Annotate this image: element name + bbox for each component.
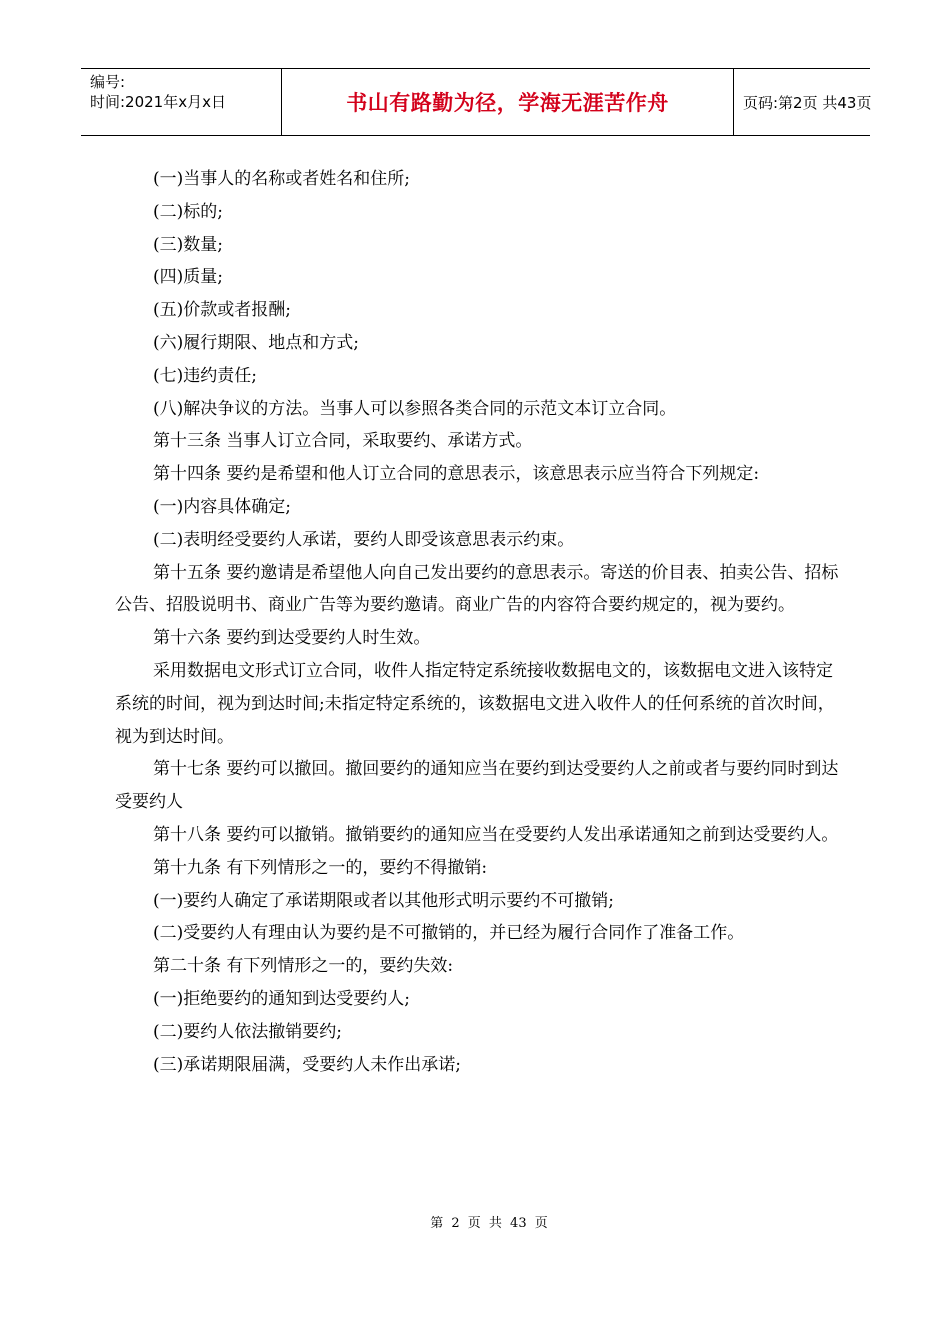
number-label: 编号:	[90, 73, 126, 91]
paragraph: (一)当事人的名称或者姓名和住所;	[153, 169, 410, 189]
paragraph: 第十七条 要约可以撤回。撤回要约的通知应当在要约到达受要约人之前或者与要约同时到达受要约人	[115, 759, 839, 813]
time-label: 时间:2021年x月x日	[90, 93, 226, 111]
paragraph: 第十六条 要约到达受要约人时生效。	[153, 628, 431, 649]
paragraph: (三)数量;	[153, 234, 223, 255]
header-motto: 书山有路勤为径，学海无涯苦作舟	[282, 69, 734, 135]
paragraph: 第二十条 有下列情形之一的，要约失效:	[153, 956, 454, 977]
paragraph: 第十三条 当事人订立合同，采取要约、承诺方式。	[153, 431, 533, 452]
paragraph: (一)拒绝要约的通知到达受要约人;	[153, 988, 410, 1009]
paragraph: (七)违约责任;	[153, 365, 257, 386]
paragraph: (一)内容具体确定;	[153, 496, 291, 517]
paragraph: 第十五条 要约邀请是希望他人向自己发出要约的意思表示。寄送的价目表、拍卖公告、招标公告、招股说明书、商业广告等为要约邀请。商业广告的内容符合要约规定的，视为要约。	[115, 562, 839, 616]
page-header	[81, 68, 870, 136]
page-footer: 第 2 页 共 43 页	[430, 1216, 548, 1231]
paragraph: 采用数据电文形式订立合同，收件人指定特定系统接收数据电文的，该数据电文进入该特定系统的时间，视为到达时间;未指定特定系统的，该数据电文进入收件人的任何系统的首次时间，视为到达时间。	[115, 660, 835, 747]
paragraph: 第十九条 有下列情形之一的，要约不得撤销:	[153, 857, 488, 878]
paragraph: (二)标的;	[153, 201, 223, 222]
paragraph: (一)要约人确定了承诺期限或者以其他形式明示要约不可撤销;	[153, 890, 614, 911]
paragraph: (二)要约人依法撤销要约;	[153, 1021, 342, 1042]
header-meta	[81, 69, 282, 135]
document-body	[115, 163, 840, 1081]
paragraph: (六)履行期限、地点和方式;	[153, 332, 359, 353]
paragraph: (三)承诺期限届满，受要约人未作出承诺;	[153, 1054, 461, 1075]
paragraph: (二)受要约人有理由认为要约是不可撤销的，并已经为履行合同作了准备工作。	[153, 923, 745, 944]
paragraph: (二)表明经受要约人承诺，要约人即受该意思表示约束。	[153, 529, 575, 550]
paragraph: (四)质量;	[153, 267, 223, 288]
paragraph: 第十八条 要约可以撤销。撤销要约的通知应当在受要约人发出承诺通知之前到达受要约人。	[153, 824, 839, 845]
paragraph: (五)价款或者报酬;	[153, 300, 291, 321]
header-page-code: 页码:第2页 共43页	[743, 93, 872, 112]
paragraph: (八)解决争议的方法。当事人可以参照各类合同的示范文本订立合同。	[153, 398, 677, 419]
paragraph: 第十四条 要约是希望和他人订立合同的意思表示，该意思表示应当符合下列规定:	[153, 464, 760, 485]
